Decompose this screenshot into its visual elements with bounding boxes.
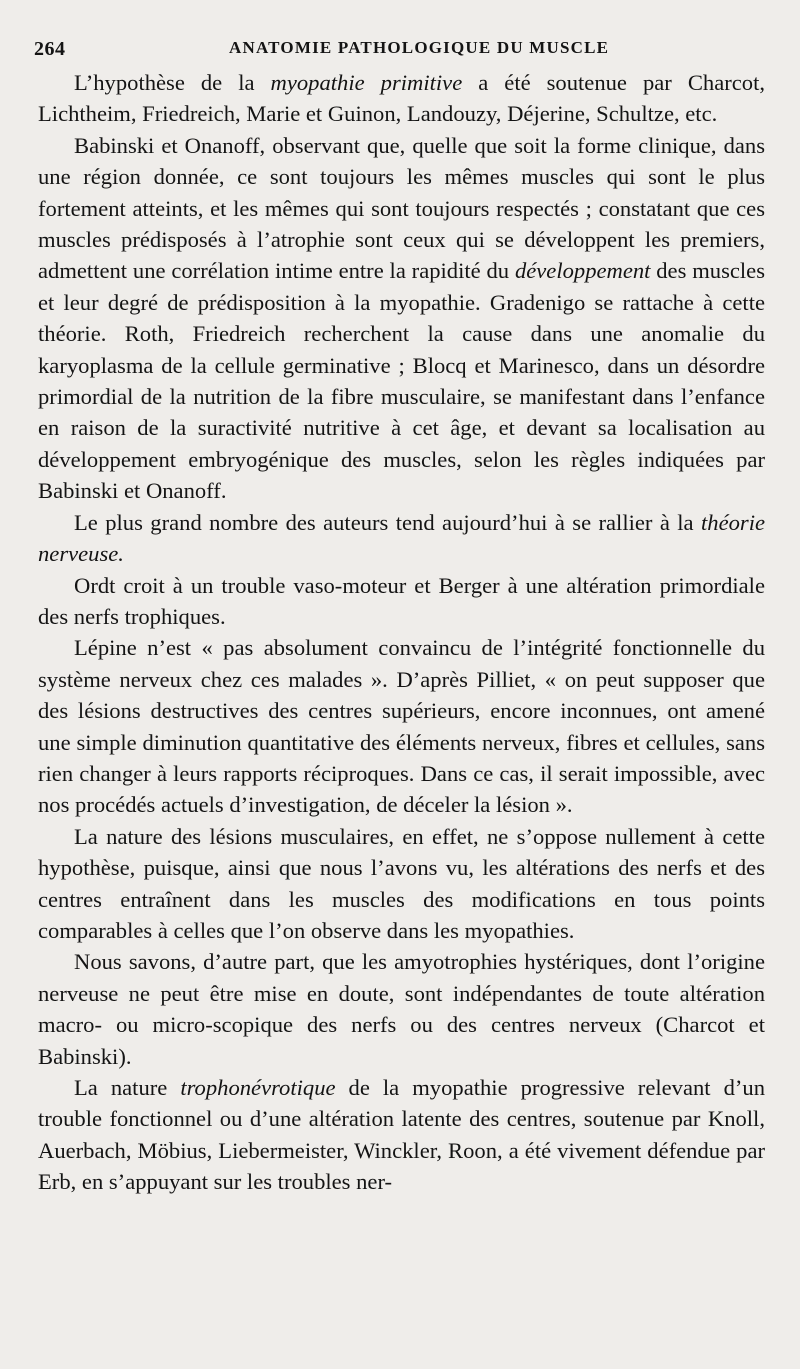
paragraph: La nature des lésions musculaires, en effet, ne s’oppose nullement à cette hypothèse, puisque, ainsi que nous l’avons vu, les altérations des nerfs et des centres entraînent dans les muscles des modifications en tous points comparables à celles que l’on observe dans les myopathies. bbox=[38, 823, 765, 943]
body-text bbox=[38, 67, 765, 1198]
paragraph: L’hypothèse de la myopathie primitive a été soutenue par Charcot, Lichtheim, Friedreich, Marie et Guinon, Landouzy, Déjerine, Schultze, etc. bbox=[38, 70, 765, 127]
paragraph: Le plus grand nombre des auteurs tend aujourd’hui à se rallier à la théorie nerveuse. bbox=[38, 509, 765, 567]
paragraph: Nous savons, d’autre part, que les amyotrophies hystériques, dont l’origine nerveuse ne peut être mise en doute, sont indépendantes de toute altération macro- ou micro-scopique des nerfs ou des centres nerveux (Charcot et Babinski). bbox=[38, 949, 765, 1069]
page-header bbox=[34, 38, 774, 64]
paragraph: La nature trophonévrotique de la myopathie progressive relevant d’un trouble fonctionnel ou d’une altération latente des centres, soutenue par Knoll, Auerbach, Möbius, Liebermeister, Winckler, Roon, a été vivement défendue par Erb, en s’appuyant sur les troubles ner- bbox=[38, 1075, 765, 1195]
running-head: ANATOMIE PATHOLOGIQUE DU MUSCLE bbox=[229, 38, 610, 57]
paragraph: Ordt croit à un trouble vaso-moteur et Berger à une altération primordiale des nerfs trophiques. bbox=[38, 572, 765, 629]
page-number: 264 bbox=[34, 38, 66, 60]
paragraph: Babinski et Onanoff, observant que, quelle que soit la forme clinique, dans une région donnée, ce sont toujours les mêmes muscles qui sont le plus fortement atteints, et les mêmes qui sont toujours respectés ; constatant que ces muscles prédisposés à l’atrophie sont ceux qui se développent les premiers, admettent une corrélation intime entre la rapidité du développement des muscles et leur degré de prédisposition à la myopathie. Gradenigo se rattache à cette théorie. Roth, Friedreich recherchent la cause dans une anomalie du karyoplasma de la cellule germinative ; Blocq et Marinesco, dans un désordre primordial de la nutrition de la fibre musculaire, se manifestant dans l’enfance en raison de la suractivité nutritive à cet âge, et devant sa localisation au développement embryogénique des muscles, selon les règles indiquées par Babinski et Onanoff. bbox=[38, 132, 765, 504]
paragraph: Lépine n’est « pas absolument convaincu de l’intégrité fonctionnelle du système nerveux chez ces malades ». D’après Pilliet, « on peut supposer que des lésions destructives des centres supérieurs, encore inconnues, ont amené une simple diminution quantitative des éléments nerveux, fibres et cellules, sans rien changer à leurs rapports réciproques. Dans ce cas, il serait impossible, avec nos procédés actuels d’investigation, de déceler la lésion ». bbox=[38, 635, 765, 818]
